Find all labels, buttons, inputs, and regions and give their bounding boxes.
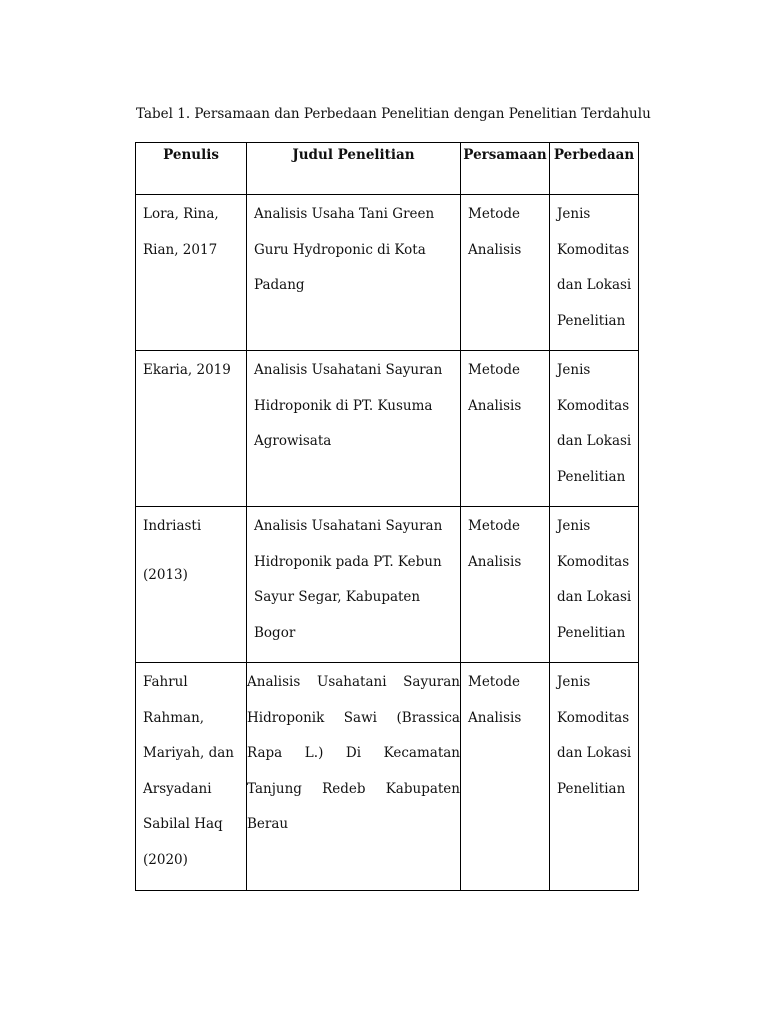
- cell-penulis: Indriasti (2013): [136, 507, 247, 663]
- table-row: [136, 663, 639, 891]
- table-row: [136, 351, 639, 507]
- cell-persamaan: Metode Analisis: [461, 663, 550, 891]
- table-row: [136, 195, 639, 351]
- header-persamaan: Persamaan: [461, 143, 550, 195]
- cell-perbedaan: Jenis Komoditas dan Lokasi Penelitian: [550, 507, 639, 663]
- cell-judul: Analisis Usahatani Sayuran Hidroponik pada PT. Kebun Sayur Segar, Kabupaten Bogor: [247, 507, 461, 663]
- cell-persamaan: Metode Analisis: [461, 351, 550, 507]
- comparison-table: [135, 142, 639, 891]
- cell-penulis: Fahrul Rahman, Mariyah, dan Arsyadani Sabilal Haq (2020): [136, 663, 247, 891]
- cell-perbedaan: Jenis Komoditas dan Lokasi Penelitian: [550, 195, 639, 351]
- cell-perbedaan: Jenis Komoditas dan Lokasi Penelitian: [550, 663, 639, 891]
- table-header-row: [136, 143, 639, 195]
- cell-perbedaan: Jenis Komoditas dan Lokasi Penelitian: [550, 351, 639, 507]
- cell-judul: Analisis Usaha Tani Green Guru Hydroponic di Kota Padang: [247, 195, 461, 351]
- table-caption: Tabel 1. Persamaan dan Perbedaan Penelitian dengan Penelitian Terdahulu: [136, 106, 651, 122]
- header-penulis: Penulis: [136, 143, 247, 195]
- header-perbedaan: Perbedaan: [550, 143, 639, 195]
- cell-judul: Analisis Usahatani Sayuran Hidroponik di PT. Kusuma Agrowisata: [247, 351, 461, 507]
- cell-persamaan: Metode Analisis: [461, 507, 550, 663]
- header-judul-penelitian: Judul Penelitian: [247, 143, 461, 195]
- cell-judul: Analisis Usahatani Sayuran Hidroponik Sawi (Brassica Rapa L.) Di Kecamatan Tanjung Redeb Kabupaten Berau: [247, 663, 461, 891]
- cell-persamaan: Metode Analisis: [461, 195, 550, 351]
- table-row: [136, 507, 639, 663]
- cell-penulis: Lora, Rina, Rian, 2017: [136, 195, 247, 351]
- cell-penulis: Ekaria, 2019: [136, 351, 247, 507]
